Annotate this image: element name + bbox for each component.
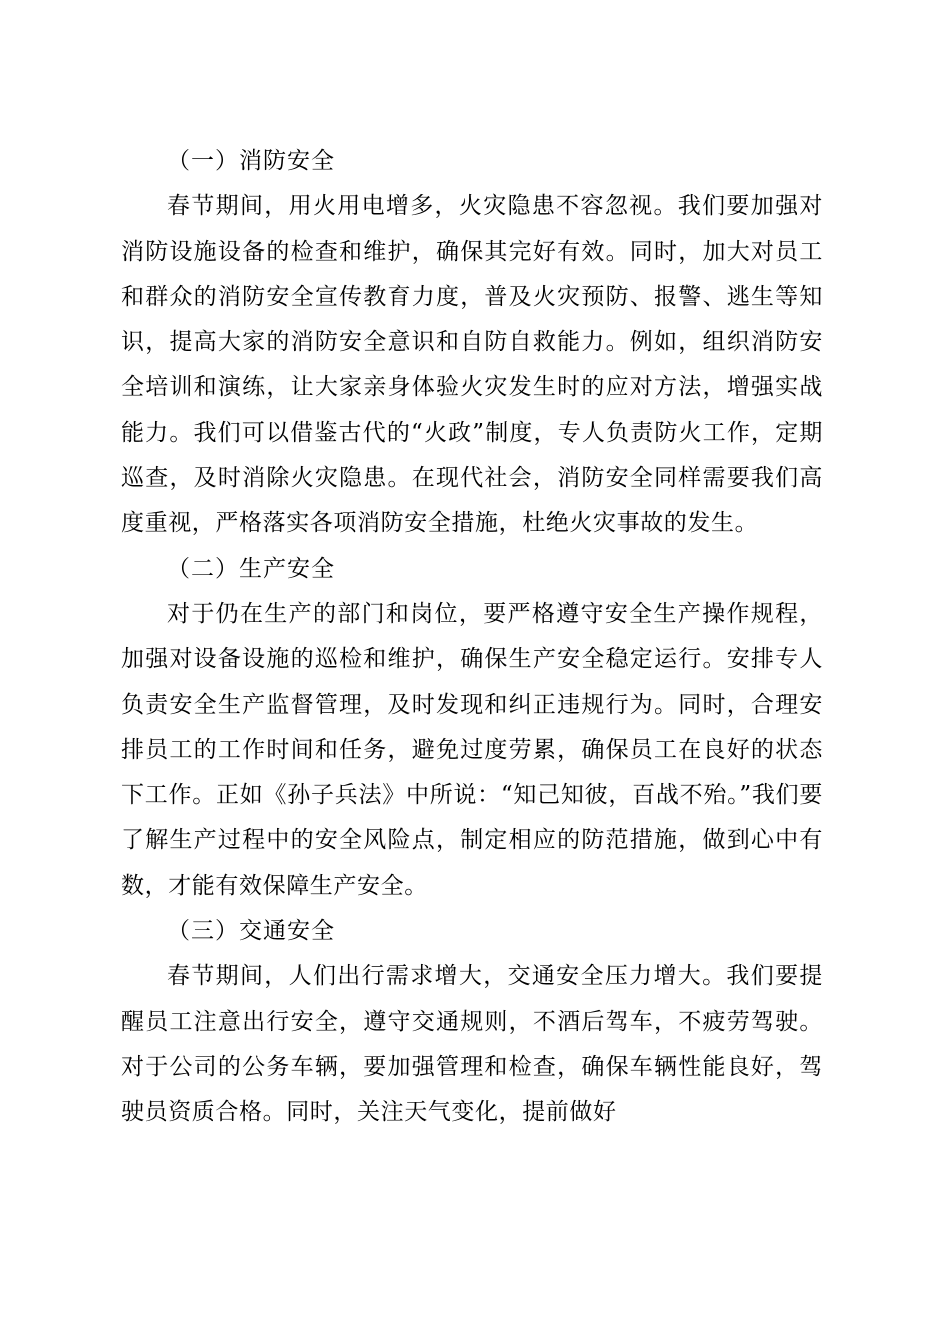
section-paragraph-fire-safety: 春节期间，用火用电增多，火灾隐患不容忽视。我们要加强对消防设施设备的检查和维护，确保其完好有效。同时，加大对员工和群众的消防安全宣传教育力度，普及火灾预防、报警、逃生等知识，提高大家的消防安全意识和自防自救能力。例如，组织消防安全培训和演练，让大家亲身体验火灾发生时的应对方法，增强实战能力。我们可以借鉴古代的“火政”制度，专人负责防火工作，定期巡查，及时消除火灾隐患。在现代社会，消防安全同样需要我们高度重视，严格落实各项消防安全措施，杜绝火灾事故的发生。 <box>121 193 823 537</box>
document-body <box>121 139 823 1136</box>
section-heading-production-safety: （二）生产安全 <box>167 555 335 582</box>
section-paragraph-production-safety: 对于仍在生产的部门和岗位，要严格遵守安全生产操作规程，加强对设备设施的巡检和维护，确保生产安全稳定运行。安排专人负责安全生产监督管理，及时发现和纠正违规行为。同时，合理安排员工的工作时间和任务，避免过度劳累，确保员工在良好的状态下工作。正如《孙子兵法》中所说：“知己知彼，百战不殆。”我们要了解生产过程中的安全风险点，制定相应的防范措施，做到心中有数，才能有效保障生产安全。 <box>121 600 823 899</box>
section-heading-traffic-safety: （三）交通安全 <box>167 918 335 945</box>
section-paragraph-traffic-safety: 春节期间，人们出行需求增大，交通安全压力增大。我们要提醒员工注意出行安全，遵守交通规则，不酒后驾车，不疲劳驾驶。对于公司的公务车辆，要加强管理和检查，确保车辆性能良好，驾驶员资质合格。同时，关注天气变化，提前做好 <box>121 963 823 1126</box>
section-heading-fire-safety: （一）消防安全 <box>167 148 335 174</box>
